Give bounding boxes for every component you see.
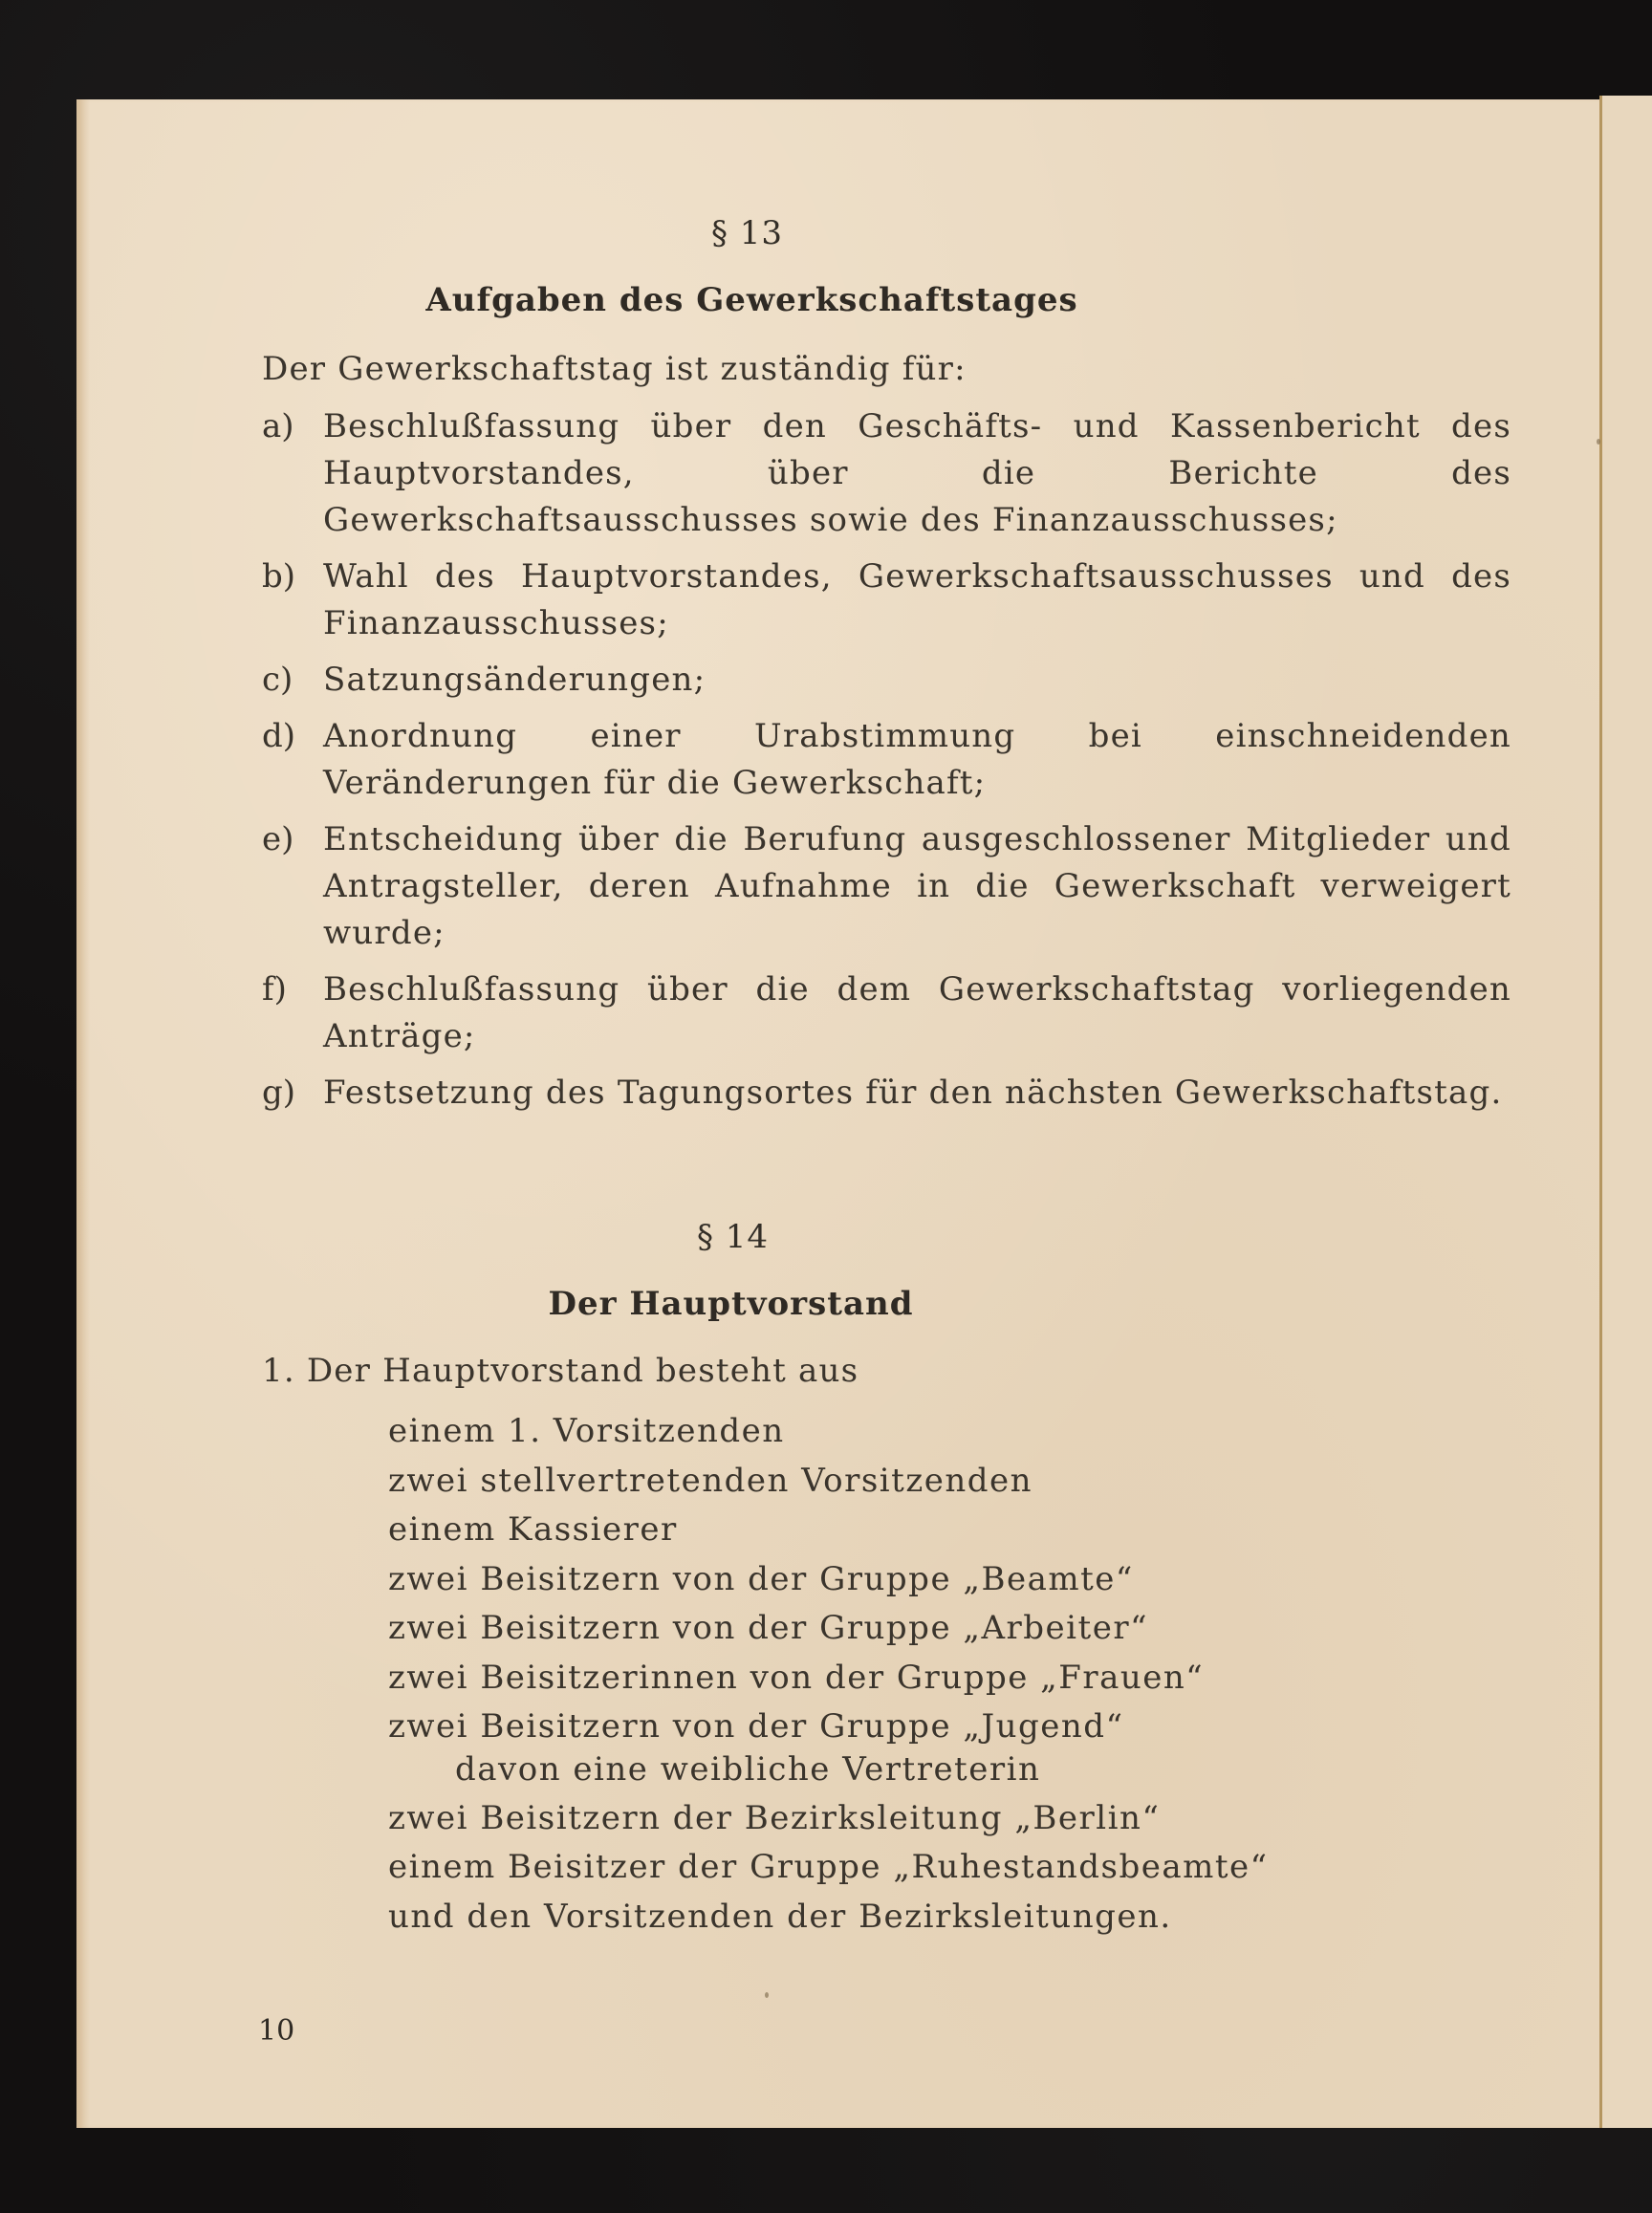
list-item-b	[262, 553, 1511, 647]
item-label: f)	[262, 970, 287, 1009]
board-members-list	[388, 1407, 1269, 1942]
section-13-intro: Der Gewerkschaftstag ist zuständig für:	[262, 350, 967, 388]
list-item-a	[262, 403, 1511, 544]
member-note: davon eine weibliche Vertreterin	[455, 1749, 1041, 1789]
section-title-14: Der Hauptvorstand	[548, 1285, 914, 1323]
item-label: b)	[262, 557, 296, 596]
member-line: einem 1. Vorsitzenden	[388, 1412, 785, 1450]
item-text: Beschlußfassung über den Geschäfts- und Kassenbericht des Hauptvorstandes, über die Berichte des Gewerkschaftsausschusses sowie des Finanzausschusses;	[323, 407, 1511, 539]
item-label: d)	[262, 717, 296, 755]
section-13-item-list	[262, 403, 1511, 1126]
section-title-13: Aufgaben des Gewerkschaftstages	[425, 281, 1078, 319]
member-line: einem Beisitzer der Gruppe „Ruhestandsbeamte“	[388, 1848, 1269, 1886]
member-line: zwei Beisitzern von der Gruppe „Arbeiter“	[388, 1609, 1148, 1647]
item-text: Wahl des Hauptvorstandes, Gewerkschaftsausschusses und des Finanzausschusses;	[323, 557, 1511, 642]
item-text: Entscheidung über die Berufung ausgeschlossener Mitglieder und Antragsteller, deren Aufnahme in die Gewerkschaft verweigert wurde;	[323, 820, 1511, 952]
member-line: zwei Beisitzern von der Gruppe „Jugend“	[388, 1707, 1124, 1746]
item-text: Anordnung einer Urabstimmung bei einschneidenden Veränderungen für die Gewerkschaft;	[323, 717, 1511, 802]
list-item-d	[262, 713, 1511, 807]
section-number-14: § 14	[696, 1218, 770, 1256]
list-item-g	[262, 1070, 1511, 1117]
paper-speck	[1597, 439, 1600, 445]
item-text: Satzungsänderungen;	[323, 661, 706, 699]
list-item-c	[262, 657, 1511, 704]
section-number-13: § 13	[710, 214, 784, 252]
facing-page-edge	[1599, 96, 1652, 2128]
member-line: zwei Beisitzern von der Gruppe „Beamte“	[388, 1559, 1134, 1598]
item-text: Beschlußfassung über die dem Gewerkschaftstag vorliegenden Anträge;	[323, 970, 1511, 1055]
page-content	[76, 99, 1599, 2128]
list-item-f	[262, 966, 1511, 1060]
item-text: Festsetzung des Tagungsortes für den nächsten Gewerkschaftstag.	[323, 1074, 1503, 1112]
item-label: a)	[262, 407, 294, 445]
paper-speck	[765, 1992, 769, 1998]
item-label: g)	[262, 1074, 296, 1112]
member-line: und den Vorsitzenden der Bezirksleitungen.	[388, 1897, 1172, 1936]
member-line: zwei Beisitzerinnen von der Gruppe „Frauen“	[388, 1658, 1205, 1697]
page-number: 10	[258, 2014, 295, 2048]
clause-1-lead: 1. Der Hauptvorstand besteht aus	[262, 1352, 859, 1390]
book-page	[76, 99, 1599, 2128]
list-item-e	[262, 816, 1511, 957]
member-line: zwei stellvertretenden Vorsitzenden	[388, 1461, 1033, 1500]
item-label: e)	[262, 820, 294, 858]
item-label: c)	[262, 661, 293, 699]
member-line: einem Kassierer	[388, 1510, 678, 1549]
member-line: zwei Beisitzern der Bezirksleitung „Berlin“	[388, 1798, 1161, 1837]
